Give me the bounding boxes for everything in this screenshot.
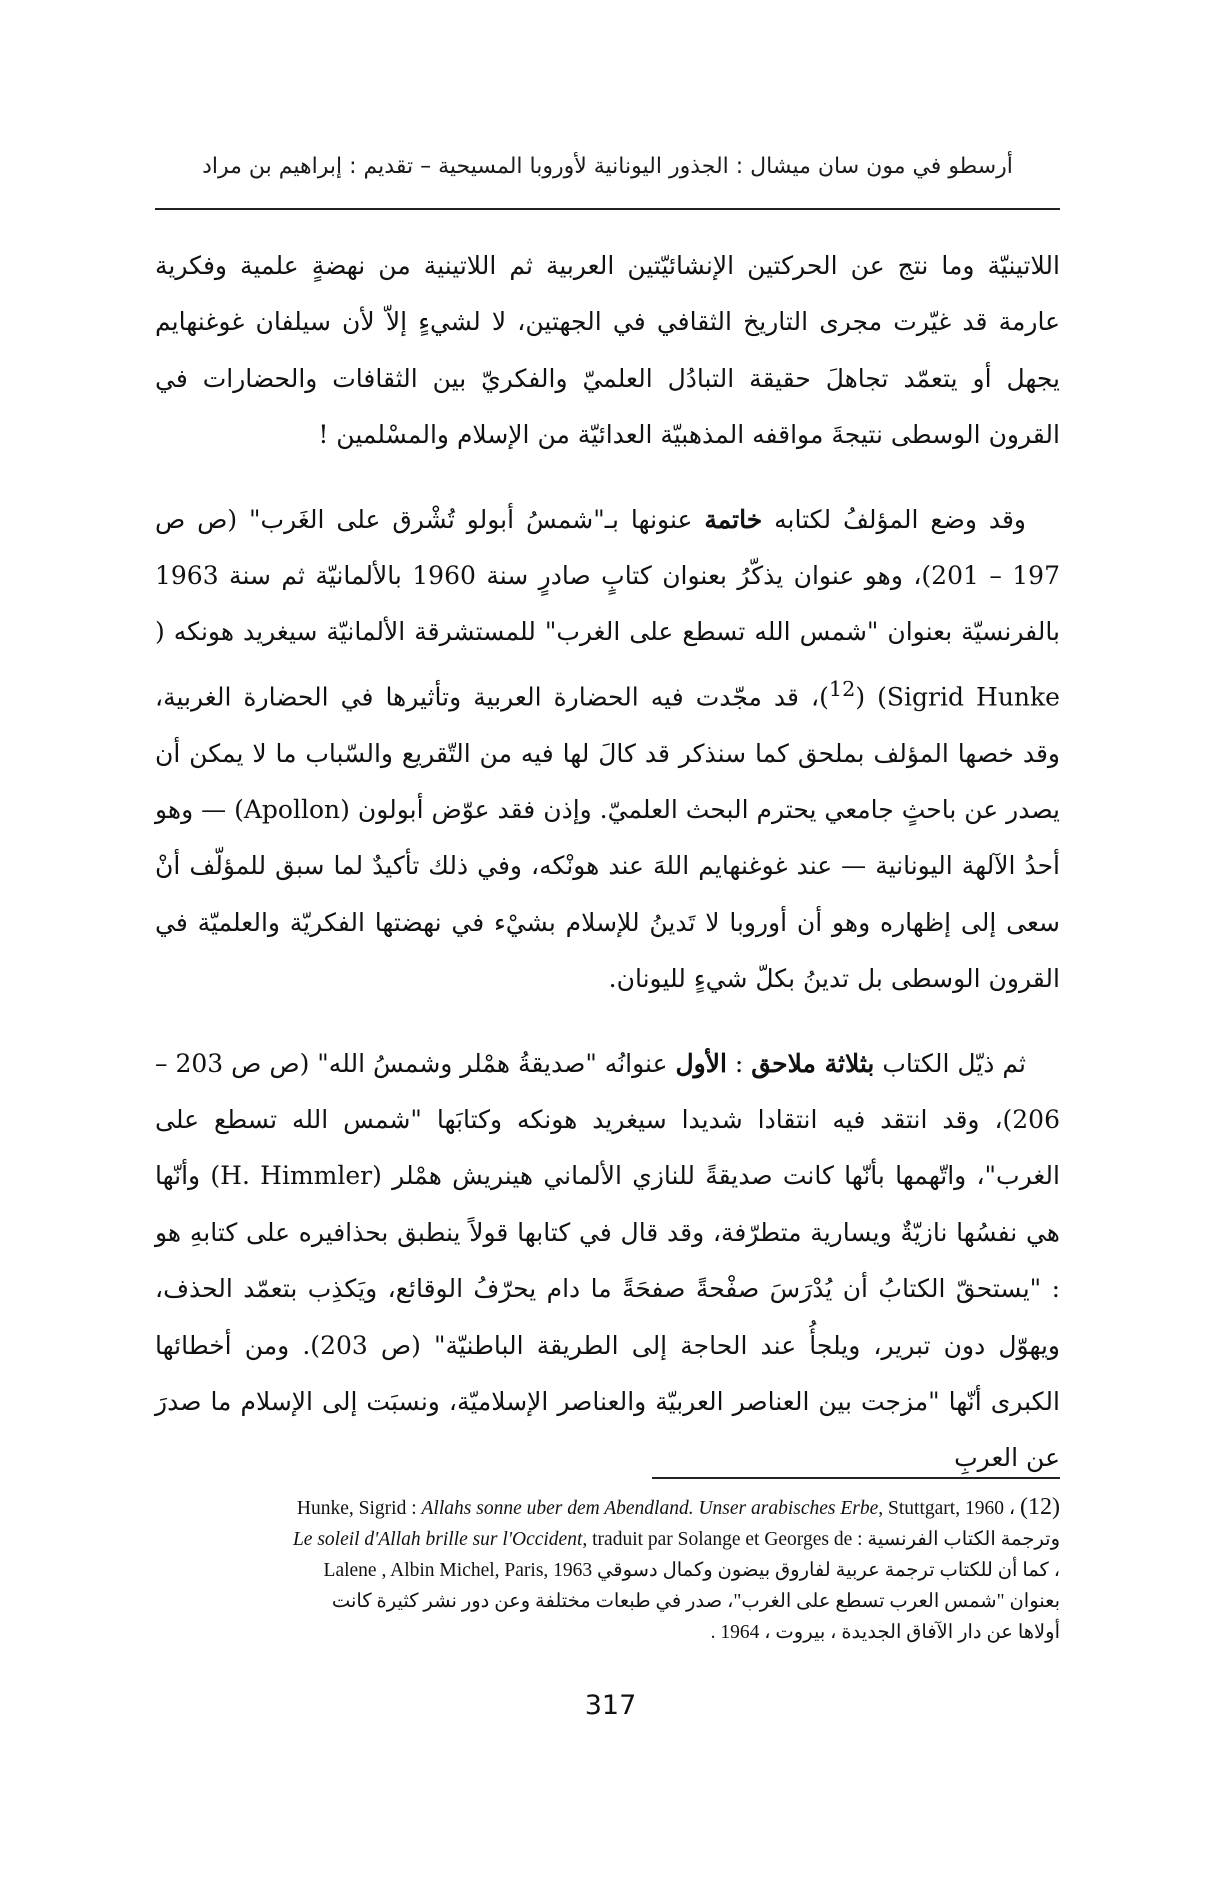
header-divider (155, 208, 1060, 210)
footnote-citation-de (297, 1498, 1015, 1519)
footnote-divider (652, 1477, 1060, 1479)
footnote-line-1 (155, 1492, 1060, 1524)
footnote-line-5: أولاها عن دار الآفاق الجديدة ، بيروت ، 1964 . (710, 1622, 1060, 1643)
footnote-12 (155, 1492, 1060, 1648)
paragraph-2 (155, 492, 1060, 1008)
paragraph-3-bold-appendices: بثلاثة ملاحق (751, 1048, 875, 1078)
paragraph-3-bold-first: الأول (675, 1048, 727, 1078)
footnote-line-4: بعنوان "شمس العرب تسطع على الغرب"، صدر في طبعات مختلفة وعن دور نشر كثيرة كانت (331, 1591, 1060, 1612)
footnote-author: Hunke, Sigrid : (296, 1498, 422, 1519)
body-text (155, 238, 1060, 1515)
footnote-line-3 (155, 1555, 1060, 1586)
paragraph-3-separator: : (726, 1048, 752, 1078)
paragraph-2-bold-khatima: خاتمة (704, 504, 763, 534)
footnote-title-fr: Le soleil d'Allah brille sur l'Occident (292, 1529, 583, 1550)
footnote-publisher-fr: Lalene , Albin Michel, Paris, 1963 (323, 1560, 593, 1581)
footnote-arabic-translation: ، كما أن للكتاب ترجمة عربية لفاروق بيضون وكمال دسوقي (597, 1560, 1060, 1581)
paragraph-3 (155, 1036, 1060, 1487)
paragraph-2-text-c: )، قد مجّدت فيه الحضارة العربية وتأثيرها في الحضارة الغربية، وقد خصها المؤلف بملحق كما سنذكر قد كالَ لها فيه من التّقريع والسّباب ما لا يمكن أن يصدر عن باحثٍ جامعي يحترم البحث العلميّ. وإذن فقد عوّض أبولون (Apollon) — وهو أحدُ الآلهة اليونانية — عند غوغنهايم اللهَ عند هونْكه، وفي ذلك تأكيدٌ لما سبق للمؤلّف أنْ سعى إلى إظهاره وهو أن أوروبا لا تَدينُ للإسلام بشيْء في نهضتها الفكريّة والعلميّة في القرون الوسطى بل تدينُ بكلّ شيءٍ لليونان. (155, 682, 1060, 994)
paragraph-2-text-a: وقد وضع المؤلفُ لكتابه (762, 504, 1026, 534)
page-number: 317 (584, 1690, 637, 1721)
footnote-translators-fr: , traduit par Solange et Georges de (582, 1529, 853, 1550)
footnote-reference[interactable]: 12 (828, 676, 856, 701)
footnote-publisher-de: , Stuttgart, 1960 ، (878, 1498, 1016, 1519)
footnote-number: (12) (1020, 1494, 1060, 1520)
running-header: أرسطو في مون سان ميشال : الجذور اليونانية لأوروبا المسيحية – تقديم : إبراهيم بن مراد (202, 154, 1013, 179)
footnote-french-intro: وترجمة الكتاب الفرنسية : (852, 1529, 1060, 1550)
footnote-citation-fr (293, 1529, 852, 1550)
footnote-line-2 (155, 1524, 1060, 1555)
paragraph-3-text-a: ثم ذيّل الكتاب (874, 1048, 1026, 1078)
paragraph-3-text-b: عنوانُه "صديقةُ همْلر وشمسُ الله" (ص ص 203 – 206)، وقد انتقد فيه انتقادا شديدا سيغريد هونكه وكتابَها "شمس الله تسطع على الغرب"، واتّهمها بأنّها كانت صديقةً للنازي الألماني هينريش همْلر (H. Himmler) وأنّها هي نفسُها نازيّةٌ ويسارية متطرّفة، وقد قال في كتابها قولاً ينطبق بحذافيره على كتابهِ هو : "يستحقّ الكتابُ أن يُدْرَسَ صفْحةً صفحَةً ما دام يحرّفُ الوقائع، ويَكذِب بتعمّد الحذف، ويهوّل دون تبرير، ويلجأُ عند الحاجة إلى الطريقة الباطنيّة" (ص 203). ومن أخطائها الكبرى أنّها "مزجت بين العناصر العربيّة والعناصر الإسلاميّة، ونسبَت إلى الإسلام ما صدرَ عن العربِ (155, 1048, 1060, 1473)
footnote-title-de: Allahs sonne uber dem Abendland. Unser arabisches Erbe (421, 1498, 879, 1519)
paragraph-1: اللاتينيّة وما نتج عن الحركتين الإنشائيّتين العربية ثم اللاتينية من نهضةٍ علمية وفكرية عارمة قد غيّرت مجرى التاريخ الثقافي في الجهتين، لا لشيءٍ إلاّ لأن سيلفان غوغنهايم يجهل أو يتعمّد تجاهلَ حقيقة التبادُل العلميّ والفكريّ بين الثقافات والحضارات في القرون الوسطى نتيجةَ مواقفه المذهبيّة العدائيّة من الإسلام والمسْلمين ! (155, 251, 1060, 450)
paragraph-2-text-b: عنونها بـ"شمسُ أبولو تُشْرق على الغَرب" (ص ص 197 – 201)، وهو عنوان يذكّرُ بعنوان كتابٍ صادرٍ سنة 1960 بالألمانيّة ثم سنة 1963 بالفرنسيّة بعنوان "شمس الله تسطع على الغرب" للمستشرقة الألمانيّة سيغريد هونكه ( Sigrid Hunke) ( (155, 504, 1060, 712)
